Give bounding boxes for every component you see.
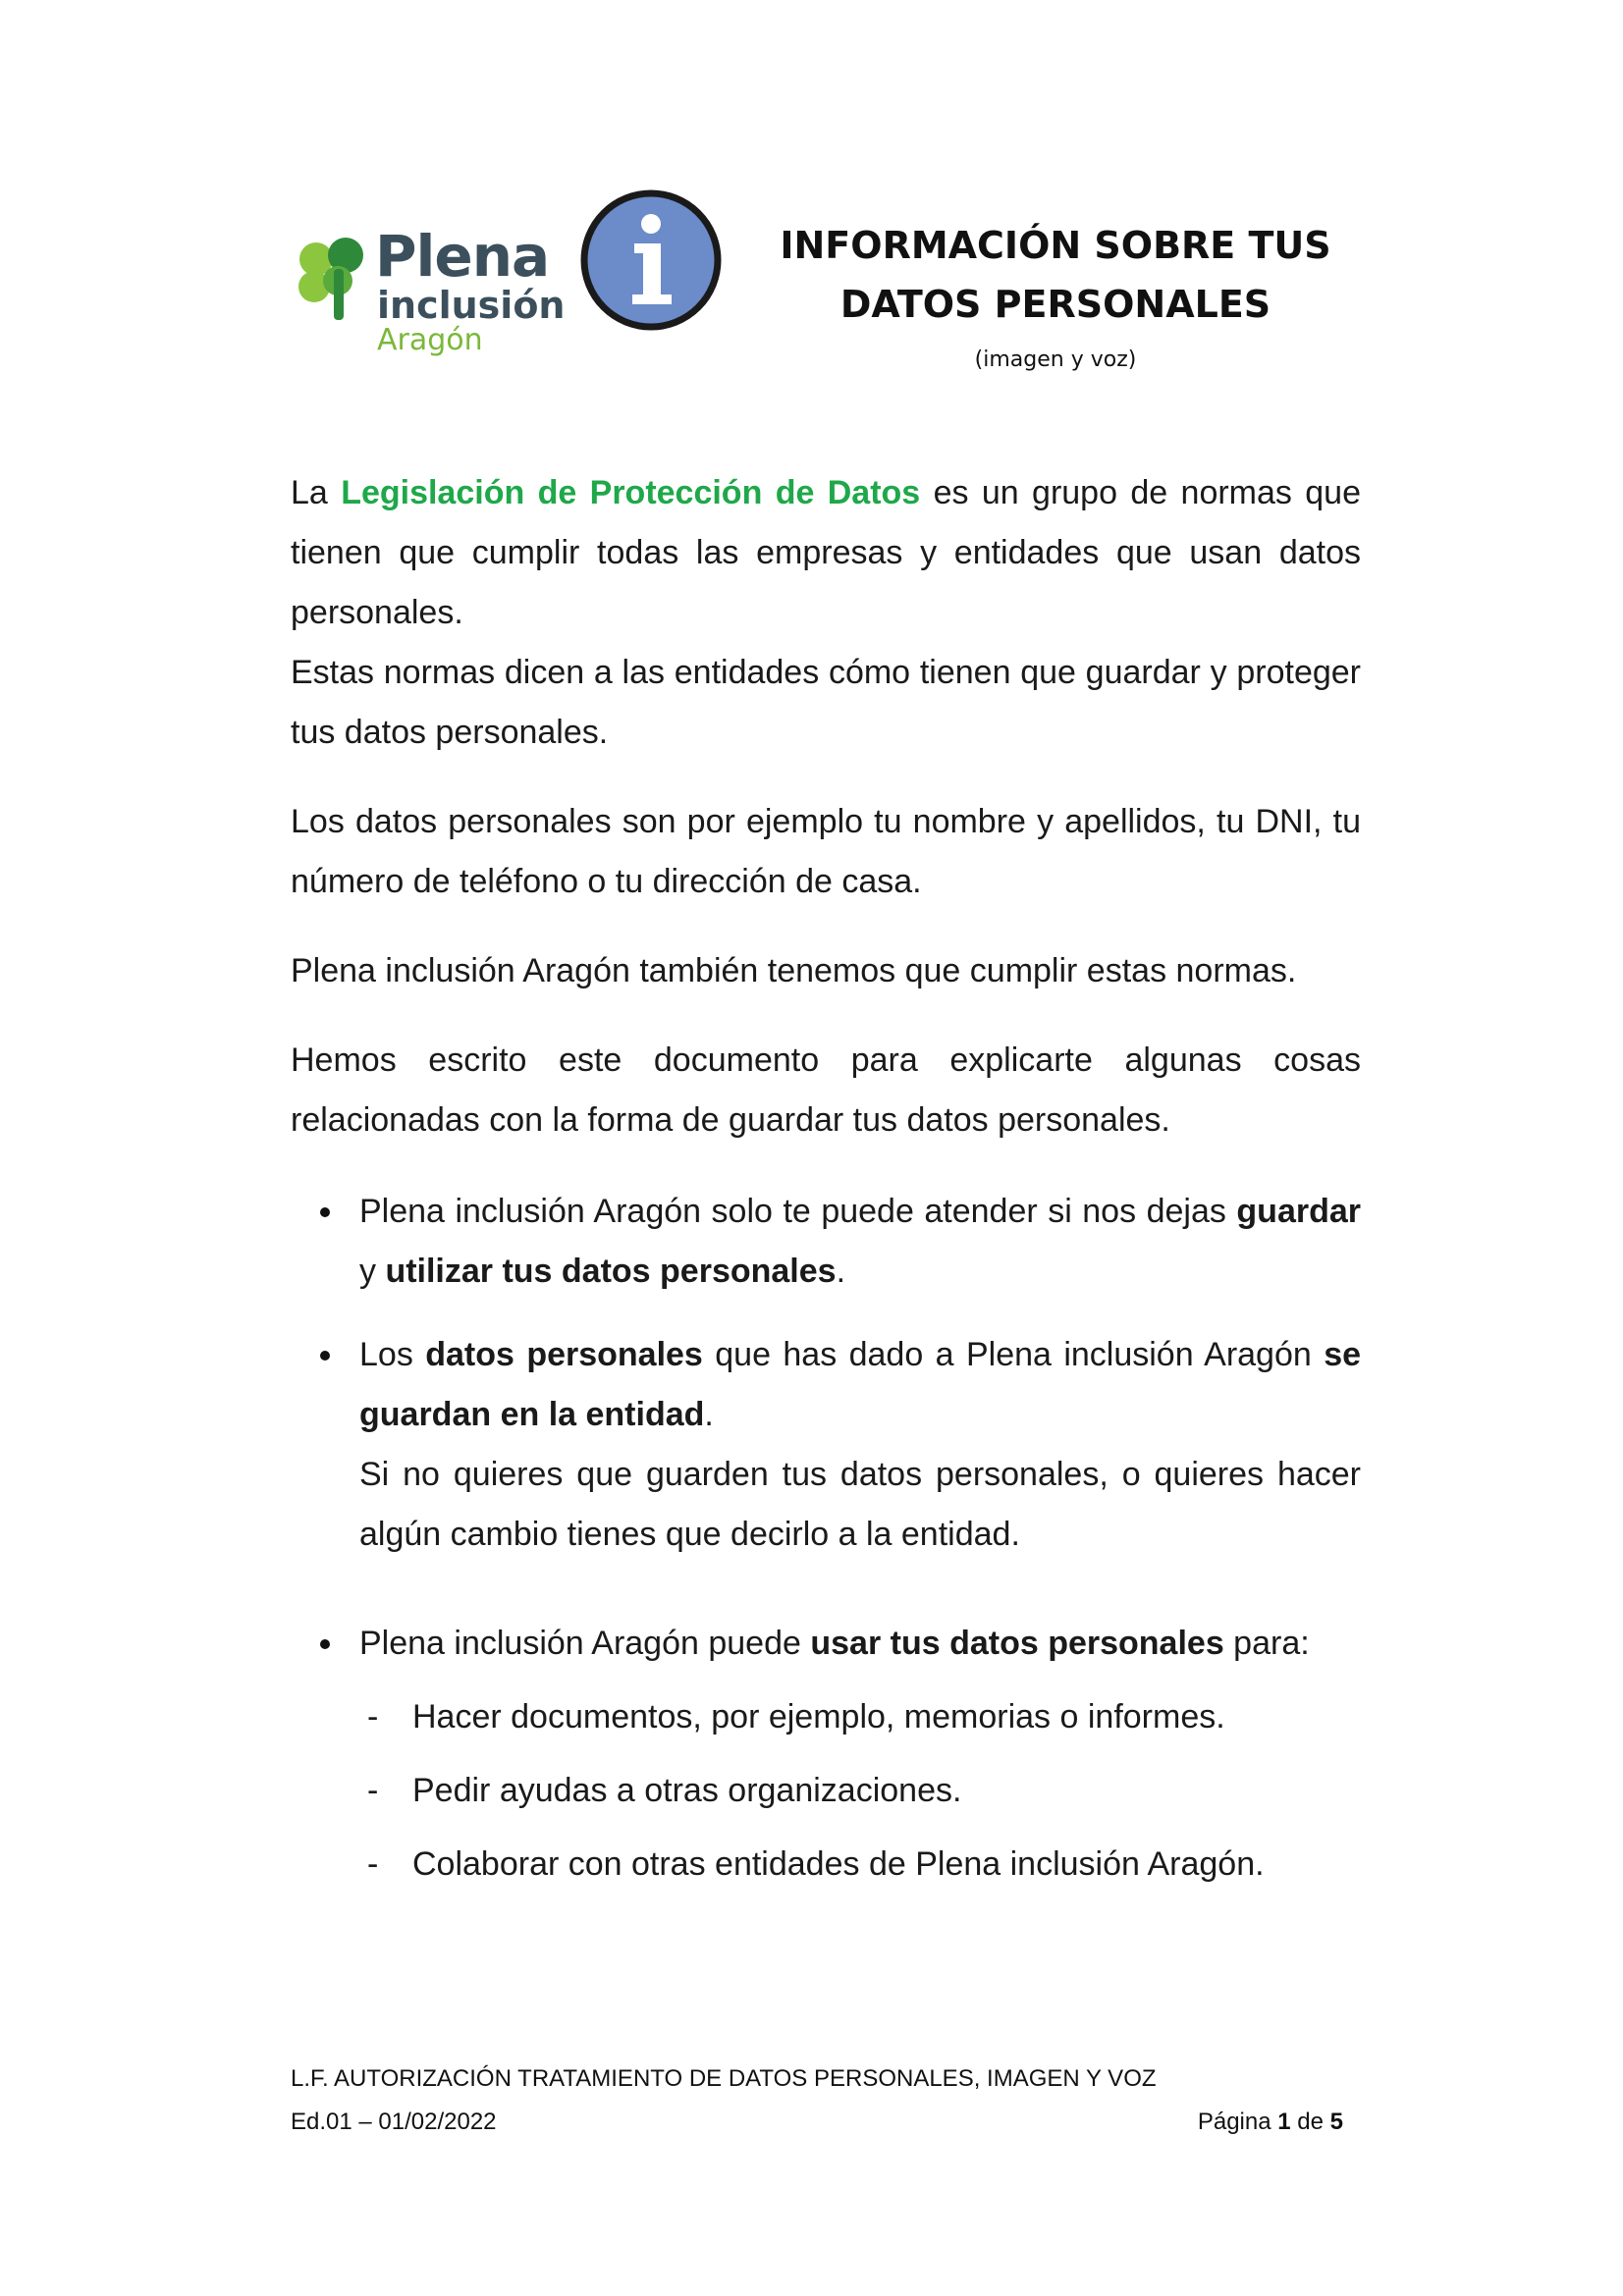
- page-footer: [291, 2057, 1343, 2144]
- bullet3-text-pre: Plena inclusión Aragón puede: [359, 1625, 811, 1662]
- paragraph-examples: Los datos personales son por ejemplo tu nombre y apellidos, tu DNI, tu número de teléfono o tu dirección de casa.: [291, 803, 1361, 900]
- bullet2-text-post: .: [704, 1396, 714, 1433]
- bullet1-text-pre: Plena inclusión Aragón solo te puede atender si nos dejas: [359, 1193, 1237, 1230]
- bullet3-bold-1: usar tus datos personales: [810, 1625, 1224, 1662]
- paragraph-compliance: Plena inclusión Aragón también tenemos que cumplir estas normas.: [291, 952, 1297, 989]
- document-body: [291, 463, 1361, 1895]
- dash-mark: -: [367, 1698, 379, 1735]
- bullet-dot-icon: [320, 1639, 330, 1649]
- bullet2-text-pre: Los: [359, 1336, 426, 1373]
- footer-row: [291, 2101, 1343, 2144]
- footer-document-name: L.F. AUTORIZACIÓN TRATAMIENTO DE DATOS PERSONALES, IMAGEN Y VOZ: [291, 2065, 1157, 2092]
- logo-text-inclusion: inclusión: [377, 284, 566, 327]
- bullet2-bold-2: se guardan en la entidad: [359, 1336, 1362, 1433]
- bullet-list: [291, 1182, 1361, 1895]
- bullet1-text-mid: y: [359, 1253, 386, 1290]
- info-icon: [579, 188, 723, 332]
- dash-list: [359, 1687, 1361, 1895]
- legislation-highlight: Legislación de Protección de Datos: [341, 474, 921, 511]
- bullet-dot-icon: [320, 1207, 330, 1217]
- title-line-1: INFORMACIÓN SOBRE TUS: [780, 224, 1331, 267]
- page-label: Página: [1197, 2109, 1278, 2135]
- p1-text-pre: La: [291, 474, 342, 511]
- bullet3-text-post: para:: [1223, 1625, 1310, 1662]
- clover-logo-icon: [295, 236, 373, 324]
- bullet2-text-mid: que has dado a Plena inclusión Aragón: [702, 1336, 1325, 1373]
- bullet1-text-post: .: [836, 1253, 846, 1290]
- paragraph-legislation: [291, 463, 1361, 763]
- bullet1-bold-1: guardar: [1236, 1193, 1361, 1230]
- page-of-label: de: [1290, 2109, 1330, 2135]
- plena-inclusion-logo: [295, 223, 566, 365]
- dash-list-item: [359, 1687, 1361, 1747]
- dash-mark: -: [367, 1772, 379, 1809]
- bullet1-bold-2: utilizar tus datos personales: [385, 1253, 837, 1290]
- total-pages: 5: [1329, 2109, 1343, 2135]
- p1-text-post: es un grupo de normas que tienen que cumplir todas las empresas y entidades que usan datos personales.: [291, 474, 1361, 631]
- current-page: 1: [1277, 2109, 1291, 2135]
- bullet-item: [291, 1182, 1361, 1302]
- bullet-item: [291, 1325, 1361, 1565]
- dash-list-item: [359, 1761, 1361, 1821]
- dash-item-text: Pedir ayudas a otras organizaciones.: [412, 1772, 962, 1809]
- dash-item-text: Hacer documentos, por ejemplo, memorias o informes.: [412, 1698, 1225, 1735]
- page-number: [1198, 2101, 1343, 2144]
- dash-mark: -: [367, 1845, 379, 1883]
- title-line-2: DATOS PERSONALES: [839, 283, 1271, 326]
- p1-text-line2: Estas normas dicen a las entidades cómo tienen que guardar y proteger tus datos personales.: [291, 654, 1361, 751]
- logo-text-plena: Plena: [375, 223, 550, 290]
- bullet2-bold-1: datos personales: [425, 1336, 703, 1373]
- logo-text-aragon: Aragón: [377, 323, 483, 357]
- page-subtitle: (imagen y voz): [974, 347, 1137, 372]
- bullet-dot-icon: [320, 1351, 330, 1361]
- dash-list-item: [359, 1835, 1361, 1895]
- bullet-item: [291, 1614, 1361, 1895]
- bullet2-text-line2: Si no quieres que guarden tus datos personales, o quieres hacer algún cambio tienes que decirlo a la entidad.: [359, 1456, 1361, 1553]
- paragraph-purpose: Hemos escrito este documento para explicarte algunas cosas relacionadas con la forma de guardar tus datos personales.: [291, 1041, 1361, 1139]
- page-title: [766, 216, 1345, 334]
- footer-edition: Ed.01 – 01/02/2022: [291, 2109, 497, 2135]
- dash-item-text: Colaborar con otras entidades de Plena inclusión Aragón.: [412, 1845, 1265, 1883]
